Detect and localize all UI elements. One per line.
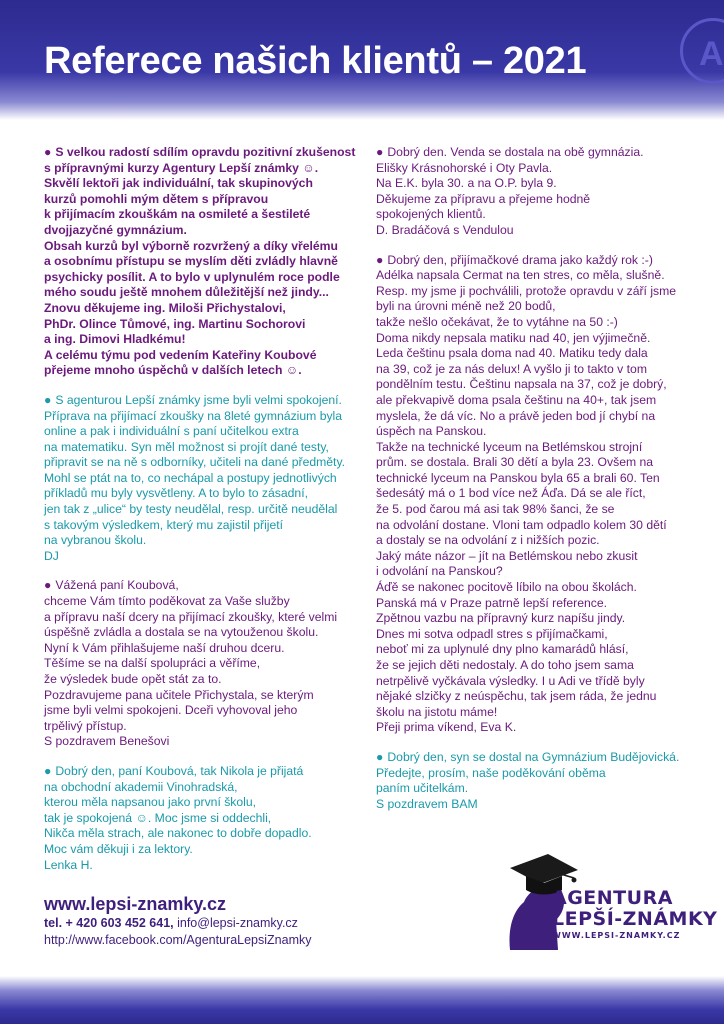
- brand-url: WWW.LEPSI-ZNAMKY.CZ: [552, 931, 681, 940]
- testimonial-line: kurzů pomohli mým dětem s přípravou: [44, 191, 269, 206]
- testimonial-line: neboť mi za uplynulé dny plno kamarádů hlásí,: [376, 642, 629, 657]
- testimonial-line: přejeme mnoho úspěchů v dalších letech ☺.: [44, 363, 302, 378]
- testimonial-line: mého soudu ještě mnohem důležitější než jindy...: [44, 285, 329, 300]
- testimonial-line: [376, 145, 701, 161]
- testimonial-line: Jaký máte názor – jít na Betlémskou nebo zkusit: [376, 548, 638, 563]
- testimonial-line: Nikča měla strach, ale nakonec to dobře dopadlo.: [44, 826, 312, 841]
- testimonial-line-text: Dobrý den, syn se dostal na Gymnázium Budějovická.: [387, 749, 680, 764]
- header-banner: [0, 0, 724, 120]
- testimonial-line: dvojjazyčné gymnázium.: [44, 222, 187, 237]
- testimonial-line: takže nešlo očekávat, že to vytáhne na 50 :-): [376, 314, 618, 329]
- testimonial-line: Zpětnou vazbu na přípravný kurz napíšu jindy.: [376, 611, 626, 626]
- testimonial-line-text: Vážená paní Koubová,: [55, 578, 179, 593]
- testimonial-line: Na E.K. byla 30. a na O.P. byla 9.: [376, 176, 557, 191]
- testimonial-line: připravit se na ně s odborníky, učiteli na dané předměty.: [44, 455, 346, 470]
- testimonial-line: Dnes mi sotva odpadl stres s přijímačkami,: [376, 626, 608, 641]
- testimonial-line: Děkujeme za přípravu a přejeme hodně: [376, 191, 591, 206]
- testimonial-line: S pozdravem Benešovi: [44, 734, 170, 749]
- website-link[interactable]: www.lepsi-znamky.cz: [44, 894, 227, 914]
- testimonial-line: a přípravu naší dcery na přijímací zkoušky, které velmi: [44, 609, 338, 624]
- testimonial-entry: [376, 253, 701, 736]
- testimonial-line: že výsledek bude opět stát za to.: [44, 672, 222, 686]
- testimonial-line: Leda češtinu psala doma nad 40. Matiku tedy dala: [376, 346, 648, 361]
- testimonial-entry: [44, 145, 364, 379]
- bullet-icon: ●: [44, 392, 52, 407]
- testimonial-line: Přeji prima víkend, Eva K.: [376, 720, 517, 735]
- bullet-icon: ●: [376, 145, 384, 159]
- testimonial-line: pondělním testu. Češtinu napsala na 37, což je dobrý,: [376, 377, 667, 392]
- footer-banner: [0, 976, 724, 1024]
- testimonial-line: online a pak i individuální s paní učitelkou extra: [44, 424, 299, 439]
- testimonial-line: prům. se dostala. Brali 30 dětí a byla 23. Ovšem na: [376, 455, 654, 470]
- bullet-icon: ●: [376, 252, 384, 267]
- testimonial-line: chceme Vám tímto poděkovat za Vaše služby: [44, 594, 290, 609]
- testimonial-line: s přípravnými kurzy Agentury Lepší známky ☺.: [44, 160, 319, 175]
- testimonial-line: D. Bradáčová s Vendulou: [376, 222, 514, 237]
- testimonial-line: tak je spokojená ☺. Moc jsme si oddechli,: [44, 810, 272, 825]
- testimonial-line: Nyní k Vám přihlašujeme naší druhou dceru.: [44, 640, 285, 655]
- testimonial-entry: [44, 764, 364, 873]
- contact-line: [44, 915, 312, 932]
- testimonial-line: psychicky posílit. A to bylo v uplynulém roce podle: [44, 269, 340, 284]
- testimonial-line: Znovu děkujeme ing. Miloši Přichystalovi,: [44, 300, 286, 315]
- testimonial-line: na vybranou školu.: [44, 533, 147, 548]
- testimonial-line: [376, 253, 701, 269]
- testimonial-entry: [376, 145, 701, 239]
- testimonial-line: Resp. my jsme ji pochválili, protože opravdu v září jsme: [376, 283, 677, 298]
- testimonial-line: úspěšně zvládla a dostala se na vytouženou školu.: [44, 625, 319, 640]
- testimonial-line: k přijímacím zkouškám na osmileté a šestileté: [44, 207, 311, 222]
- testimonial-line: na matematiku. Syn měl možnost si projít dané testy,: [44, 439, 329, 454]
- testimonial-line: Adélka napsala Cermat na ten stres, co měla, slušně.: [376, 268, 665, 283]
- testimonial-line: na odvolání dostane. Vloni tam odpadlo kolem 30 dětí: [376, 517, 667, 532]
- testimonial-entry: [376, 750, 701, 812]
- testimonial-line-text: Dobrý den, paní Koubová, tak Nikola je přijatá: [55, 763, 304, 778]
- testimonial-line: a osobnímu přístupu se myslím děti zvládly hlavně: [44, 254, 338, 269]
- testimonial-line: A celému týmu pod vedením Kateřiny Koubové: [44, 347, 317, 362]
- testimonial-line: netrpělivě vyčkávala výsledky. I u Adi ve třídě byly: [376, 673, 645, 688]
- testimonial-line: Lenka H.: [44, 857, 93, 872]
- testimonial-line: Předejte, prosím, naše poděkování oběma: [376, 765, 606, 780]
- testimonial-line: trpělivý přístup.: [44, 718, 127, 733]
- testimonial-line: Příprava na přijímací zkoušky na 8leté gymnázium byla: [44, 408, 343, 423]
- testimonial-line: a ing. Dimovi Hladkému!: [44, 332, 186, 347]
- testimonial-line: školu na jistotu máme!: [376, 704, 498, 719]
- corner-logo-icon: A: [680, 18, 724, 84]
- brand-line-2: LEPŠÍ-ZNÁMKY: [552, 908, 718, 930]
- testimonial-line: [44, 578, 364, 594]
- testimonial-line: Skvělí lektoři jak individuální, tak skupinových: [44, 176, 313, 191]
- left-column: [44, 145, 364, 887]
- testimonial-line: Áďě se nakonec pocitově líbilo na obou školách.: [376, 580, 637, 595]
- testimonial-line: PhDr. Olince Tůmové, ing. Martinu Sochorovi: [44, 316, 306, 331]
- testimonial-entry: [44, 578, 364, 750]
- testimonial-line: Takže na technické lyceum na Betlémskou strojní: [376, 439, 643, 454]
- testimonial-line: na 39, což je za nás delux! A vyšlo ji to takto v tom: [376, 361, 647, 376]
- testimonial-line: [44, 145, 364, 161]
- testimonial-line-text: Dobrý den. Venda se dostala na obě gymnázia.: [387, 145, 644, 159]
- testimonial-line: jsme byli velmi spokojeni. Dceři vyhovoval jeho: [44, 703, 298, 718]
- testimonial-line: Doma nikdy nepsala matiku nad 40, jen výjimečně.: [376, 330, 651, 345]
- right-column: [376, 145, 701, 826]
- testimonial-line: jen tak z „ulice“ by testy neudělal, resp. určitě neudělal: [44, 502, 338, 517]
- bullet-icon: ●: [376, 749, 384, 764]
- testimonial-line: Elišky Krásnohorské i Oty Pavla.: [376, 160, 553, 175]
- email-link[interactable]: info@lepsi-znamky.cz: [177, 916, 298, 930]
- testimonial-line: na obchodní akademii Vinohradská,: [44, 779, 238, 794]
- testimonial-line: příkladů mu byly vysvětleny. A to bylo to zásadní,: [44, 486, 308, 501]
- testimonial-line: že se jejich děti nedostaly. A do toho jsem sama: [376, 658, 634, 672]
- testimonial-entry: [44, 393, 364, 565]
- testimonial-line: [44, 393, 364, 409]
- testimonial-line: Mohl se ptát na to, co nechápal a postupy jednotlivých: [44, 470, 337, 485]
- testimonial-line: Obsah kurzů byl výborně rozvržený a díky vřelému: [44, 238, 338, 253]
- testimonial-line: byli na úrovni méně než 20 bodů,: [376, 299, 556, 314]
- testimonial-line: [44, 764, 364, 780]
- brand-line-1: AGENTURA: [552, 887, 673, 909]
- testimonial-line: šedesátý má o 1 bod více než Áďa. Dá se ale říct,: [376, 486, 646, 501]
- testimonial-line: i odvolání na Panskou?: [376, 564, 503, 579]
- testimonial-line-text: S agenturou Lepší známky jsme byli velmi spokojení.: [55, 392, 342, 407]
- testimonial-line: s takovým výsledkem, který mu zajistil přijetí: [44, 517, 284, 532]
- testimonial-line: technické lyceum na Panskou byla 65 a brali 60. Ten: [376, 470, 660, 485]
- testimonial-line: DJ: [44, 548, 59, 563]
- testimonial-line: nějaké slzičky z neúspěchu, tak jsem ráda, že jednu: [376, 689, 657, 704]
- testimonial-line: [376, 750, 701, 766]
- testimonial-line: Panská má v Praze patrně lepší reference.: [376, 595, 608, 610]
- facebook-link[interactable]: http://www.facebook.com/AgenturaLepsiZnamky: [44, 933, 312, 947]
- testimonial-line: kterou měla napsanou jako první školu,: [44, 795, 257, 810]
- testimonial-line: myslela, že dá víc. No a právě jeden bod jí chybí na: [376, 408, 656, 423]
- testimonial-line-text: S velkou radostí sdílím opravdu pozitivní zkušenost: [55, 145, 356, 159]
- page-title: Referece našich klientů – 2021: [44, 40, 587, 82]
- phone-number: tel. + 420 603 452 641,: [44, 916, 174, 930]
- testimonial-line: S pozdravem BAM: [376, 796, 478, 811]
- testimonial-line: a dostaly se na odvolání z i nižších pozic.: [376, 533, 600, 548]
- testimonial-line: spokojených klientů.: [376, 207, 486, 222]
- testimonial-line: Moc vám děkuji i za lektory.: [44, 841, 193, 856]
- testimonial-line: že 5. pod čarou má asi tak 98% šanci, že se: [376, 502, 615, 517]
- testimonial-line: úspěch na Panskou.: [376, 424, 487, 439]
- testimonial-line: Pozdravujeme pana učitele Přichystala, se kterým: [44, 687, 314, 702]
- testimonial-line: paním učitelkám.: [376, 781, 469, 796]
- bullet-icon: ●: [44, 763, 52, 778]
- brand-wordmark: [552, 888, 717, 942]
- testimonial-line-text: Dobrý den, přijímačkové drama jako každý rok :-): [387, 252, 653, 267]
- bullet-icon: ●: [44, 578, 52, 593]
- testimonial-line: ale překvapivě doma psala češtinu na 40+, tak jsem: [376, 392, 657, 407]
- testimonial-line: Těšíme se na další spolupráci a věříme,: [44, 656, 261, 671]
- bullet-icon: ●: [44, 145, 52, 159]
- footer-contacts: [44, 893, 312, 949]
